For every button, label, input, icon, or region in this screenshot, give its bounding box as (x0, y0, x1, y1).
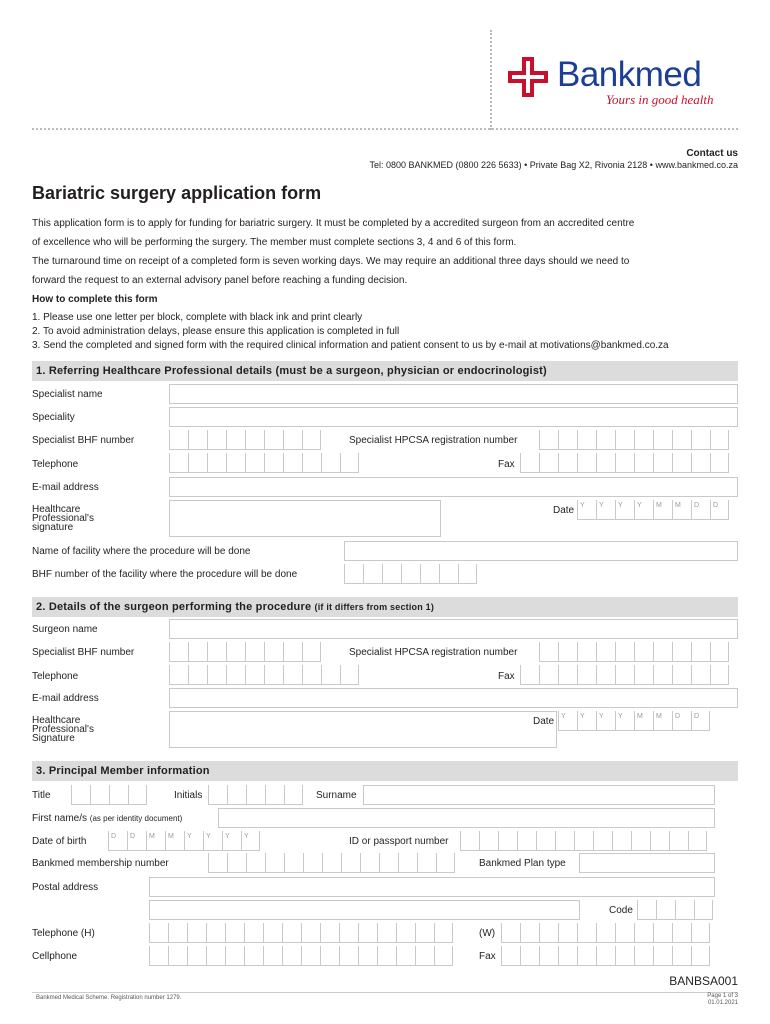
specialist-name-label: Specialist name (32, 389, 103, 400)
date-boxes[interactable]: Y Y Y Y M M D D (577, 500, 729, 520)
footer-page-info: Page 1 of 3 01.01.2021 (707, 993, 738, 1006)
first-names-field[interactable] (218, 808, 715, 828)
brand-name: Bankmed (557, 55, 702, 94)
membership-boxes[interactable] (208, 853, 455, 873)
cellphone-label: Cellphone (32, 951, 78, 962)
postal-address-field-2[interactable] (149, 900, 580, 920)
id-number-boxes[interactable] (460, 831, 707, 851)
specialist-name-field[interactable] (169, 384, 738, 404)
date-label: Date (533, 716, 555, 727)
footer-divider (32, 992, 738, 993)
how-to-step: 3. Send the completed and signed form with the required clinical information and patient consent to us by e-mail at motivations@bankmed.co.za (32, 340, 669, 351)
bhf-number-label: Specialist BHF number (32, 647, 135, 658)
surgeon-name-field[interactable] (169, 619, 738, 639)
membership-label: Bankmed membership number (32, 858, 169, 869)
intro-line: The turnaround time on receipt of a completed form is seven working days. We may require an additional three days should we need to (32, 256, 630, 267)
signature-field[interactable] (169, 711, 557, 748)
dob-label: Date of birth (32, 836, 87, 847)
speciality-label: Speciality (32, 412, 75, 423)
title-label: Title (32, 790, 51, 801)
dob-boxes[interactable]: D D M M Y Y Y Y (108, 831, 260, 851)
hpcsa-label: Specialist HPCSA registration number (349, 647, 518, 658)
cellphone-boxes[interactable] (149, 946, 453, 966)
telephone-boxes[interactable] (169, 665, 359, 685)
code-boxes[interactable] (637, 900, 713, 920)
initials-label: Initials (174, 790, 203, 801)
hpcsa-boxes[interactable] (539, 430, 729, 450)
signature-label: Healthcare Professional's signature (32, 504, 94, 533)
fax-label: Fax (498, 459, 515, 470)
surname-label: Surname (316, 790, 357, 801)
signature-label: Healthcare Professional's Signature (32, 715, 94, 744)
facility-bhf-label: BHF number of the facility where the procedure will be done (32, 569, 298, 580)
fax-boxes[interactable] (520, 453, 729, 473)
telephone-label: Telephone (32, 459, 79, 470)
date-boxes[interactable]: Y Y Y Y M M D D (558, 711, 710, 731)
code-label: Code (609, 905, 633, 916)
bhf-number-boxes[interactable] (169, 430, 321, 450)
telephone-work-boxes[interactable] (501, 923, 710, 943)
plan-type-field[interactable] (579, 853, 715, 873)
form-code: BANBSA001 (669, 974, 738, 988)
surgeon-name-label: Surgeon name (32, 624, 98, 635)
bhf-number-boxes[interactable] (169, 642, 321, 662)
facility-name-label: Name of facility where the procedure will be done (32, 546, 251, 557)
header-divider-horizontal (32, 128, 738, 130)
initials-boxes[interactable] (208, 785, 303, 805)
intro-line: of excellence who will be performing the surgery. The member must complete sections 3, 4 and 6 of this form. (32, 237, 517, 248)
email-field[interactable] (169, 477, 738, 497)
postal-address-field[interactable] (149, 877, 715, 897)
telephone-label: Telephone (32, 671, 79, 682)
signature-field[interactable] (169, 500, 441, 537)
facility-bhf-boxes[interactable] (344, 564, 477, 584)
email-label: E-mail address (32, 482, 99, 493)
fax-boxes[interactable] (501, 946, 710, 966)
intro-line: forward the request to an external advisory panel before reaching a funding decision. (32, 275, 408, 286)
speciality-field[interactable] (169, 407, 738, 427)
facility-name-field[interactable] (344, 541, 738, 561)
date-label: Date (553, 505, 575, 516)
section-3-header: 3. Principal Member information (32, 761, 738, 781)
fax-boxes[interactable] (520, 665, 729, 685)
bankmed-cross-logo-icon (508, 57, 548, 97)
section-1-header: 1. Referring Healthcare Professional details (must be a surgeon, physician or endocrinologist) (32, 361, 738, 381)
title-boxes[interactable] (71, 785, 147, 805)
contact-title: Contact us (686, 148, 738, 159)
footer-registration: Bankmed Medical Scheme. Registration number 1279. (36, 995, 182, 1001)
hpcsa-boxes[interactable] (539, 642, 729, 662)
how-to-step: 1. Please use one letter per block, complete with black ink and print clearly (32, 312, 363, 323)
plan-type-label: Bankmed Plan type (479, 858, 566, 869)
intro-line: This application form is to apply for funding for bariatric surgery. It must be completed by a accredited surgeon from an accredited centre (32, 218, 635, 229)
telephone-work-label: (W) (479, 928, 496, 939)
surname-field[interactable] (363, 785, 715, 805)
how-to-step: 2. To avoid administration delays, please ensure this application is completed in full (32, 326, 400, 337)
id-number-label: ID or passport number (349, 836, 449, 847)
telephone-home-boxes[interactable] (149, 923, 453, 943)
section-2-header: 2. Details of the surgeon performing the procedure (if it differs from section 1) (32, 597, 738, 617)
contact-line: Tel: 0800 BANKMED (0800 226 5633) • Private Bag X2, Rivonia 2128 • www.bankmed.co.za (369, 160, 738, 170)
header-divider-vertical (490, 30, 492, 130)
telephone-boxes[interactable] (169, 453, 359, 473)
bhf-number-label: Specialist BHF number (32, 435, 135, 446)
telephone-home-label: Telephone (H) (32, 928, 95, 939)
first-names-label: First name/s (as per identity document) (32, 813, 183, 824)
how-to-heading: How to complete this form (32, 294, 158, 305)
email-label: E-mail address (32, 693, 99, 704)
fax-label: Fax (498, 671, 515, 682)
page-title: Bariatric surgery application form (32, 183, 322, 203)
hpcsa-label: Specialist HPCSA registration number (349, 435, 518, 446)
brand-tagline: Yours in good health (606, 92, 714, 107)
postal-address-label: Postal address (32, 882, 99, 893)
fax-label: Fax (479, 951, 496, 962)
email-field[interactable] (169, 688, 738, 708)
